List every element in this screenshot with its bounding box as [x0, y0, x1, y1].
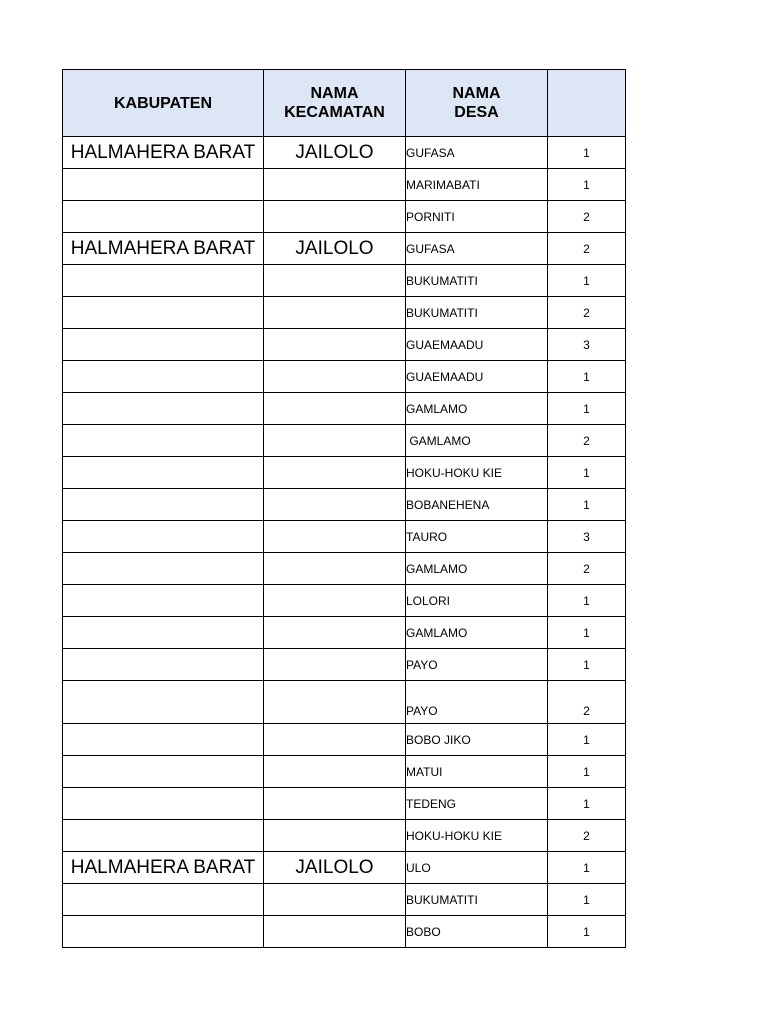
table-row [63, 756, 626, 788]
table-row [63, 884, 626, 916]
kecamatan-cell[interactable] [264, 916, 406, 948]
kabupaten-cell[interactable] [63, 617, 264, 649]
kabupaten-cell[interactable]: HALMAHERA BARAT [63, 137, 264, 169]
desa-cell[interactable]: MARIMABATI [406, 169, 548, 201]
header-kabupaten[interactable]: KABUPATEN [63, 70, 264, 137]
table-row [63, 169, 626, 201]
count-cell[interactable]: 2 [548, 233, 626, 265]
desa-cell[interactable]: MATUI [406, 756, 548, 788]
desa-cell[interactable]: LOLORI [406, 585, 548, 617]
desa-cell[interactable]: PORNITI [406, 201, 548, 233]
kecamatan-cell[interactable] [264, 820, 406, 852]
kabupaten-cell[interactable] [63, 169, 264, 201]
count-cell[interactable]: 1 [548, 137, 626, 169]
table-row [63, 137, 626, 169]
kabupaten-cell[interactable] [63, 756, 264, 788]
desa-cell[interactable]: BOBO [406, 916, 548, 948]
table-row [63, 297, 626, 329]
kecamatan-cell[interactable] [264, 169, 406, 201]
kabupaten-cell[interactable]: HALMAHERA BARAT [63, 233, 264, 265]
kabupaten-cell[interactable] [63, 585, 264, 617]
kabupaten-cell[interactable] [63, 361, 264, 393]
kecamatan-cell[interactable]: JAILOLO [264, 137, 406, 169]
count-cell[interactable]: 1 [548, 916, 626, 948]
desa-cell[interactable]: HOKU-HOKU KIE [406, 820, 548, 852]
count-cell[interactable]: 1 [548, 489, 626, 521]
kabupaten-cell[interactable] [63, 489, 264, 521]
desa-cell[interactable]: GUFASA [406, 233, 548, 265]
kecamatan-cell[interactable] [264, 649, 406, 681]
kabupaten-cell[interactable] [63, 297, 264, 329]
kecamatan-cell[interactable]: JAILOLO [264, 852, 406, 884]
table-row [63, 788, 626, 820]
kecamatan-cell[interactable] [264, 617, 406, 649]
desa-cell[interactable]: BUKUMATITI [406, 265, 548, 297]
header-count[interactable] [548, 70, 626, 137]
table-body [63, 137, 626, 948]
count-cell[interactable]: 1 [548, 788, 626, 820]
desa-cell[interactable]: GAMLAMO [406, 425, 548, 457]
kecamatan-cell[interactable] [264, 265, 406, 297]
count-cell[interactable]: 1 [548, 361, 626, 393]
count-cell[interactable]: 1 [548, 585, 626, 617]
header-desa[interactable]: NAMA DESA [406, 70, 548, 137]
desa-cell[interactable]: HOKU-HOKU KIE [406, 457, 548, 489]
count-cell[interactable]: 1 [548, 617, 626, 649]
count-cell[interactable]: 1 [548, 756, 626, 788]
kabupaten-cell[interactable] [63, 425, 264, 457]
table-row [63, 916, 626, 948]
kabupaten-cell[interactable] [63, 457, 264, 489]
table-row [63, 329, 626, 361]
kabupaten-cell[interactable] [63, 393, 264, 425]
table-row [63, 457, 626, 489]
table-row [63, 649, 626, 681]
desa-cell[interactable]: TEDENG [406, 788, 548, 820]
desa-cell[interactable]: PAYO [406, 681, 548, 724]
count-cell[interactable]: 2 [548, 425, 626, 457]
desa-cell[interactable]: BUKUMATITI [406, 884, 548, 916]
count-cell[interactable]: 2 [548, 820, 626, 852]
desa-cell[interactable]: BOBANEHENA [406, 489, 548, 521]
desa-cell[interactable]: ULO [406, 852, 548, 884]
kabupaten-cell[interactable] [63, 649, 264, 681]
kecamatan-cell[interactable] [264, 585, 406, 617]
kecamatan-cell[interactable] [264, 425, 406, 457]
header-kecamatan[interactable]: NAMA KECAMATAN [264, 70, 406, 137]
kecamatan-cell[interactable] [264, 297, 406, 329]
kecamatan-cell[interactable] [264, 553, 406, 585]
desa-cell[interactable]: BUKUMATITI [406, 297, 548, 329]
kabupaten-cell[interactable] [63, 201, 264, 233]
kecamatan-cell[interactable] [264, 393, 406, 425]
table-row [63, 585, 626, 617]
table-row [63, 393, 626, 425]
desa-cell[interactable]: GUAEMAADU [406, 329, 548, 361]
desa-cell[interactable]: GAMLAMO [406, 617, 548, 649]
kabupaten-cell[interactable] [63, 884, 264, 916]
table-row [63, 724, 626, 756]
kecamatan-cell[interactable] [264, 489, 406, 521]
count-cell[interactable]: 1 [548, 852, 626, 884]
count-cell[interactable]: 1 [548, 457, 626, 489]
kabupaten-cell[interactable] [63, 681, 264, 724]
count-cell[interactable]: 1 [548, 649, 626, 681]
kecamatan-cell[interactable] [264, 681, 406, 724]
count-cell[interactable]: 2 [548, 553, 626, 585]
count-cell[interactable]: 1 [548, 265, 626, 297]
kabupaten-cell[interactable] [63, 724, 264, 756]
count-cell[interactable]: 1 [548, 393, 626, 425]
table-row [63, 265, 626, 297]
kecamatan-cell[interactable] [264, 884, 406, 916]
kecamatan-cell[interactable]: JAILOLO [264, 233, 406, 265]
count-cell[interactable]: 3 [548, 521, 626, 553]
count-cell[interactable]: 2 [548, 681, 626, 724]
count-cell[interactable]: 2 [548, 297, 626, 329]
desa-cell[interactable]: BOBO JIKO [406, 724, 548, 756]
table-row [63, 201, 626, 233]
count-cell[interactable]: 3 [548, 329, 626, 361]
table-row [63, 425, 626, 457]
table-row [63, 521, 626, 553]
kabupaten-cell[interactable] [63, 265, 264, 297]
kabupaten-cell[interactable]: HALMAHERA BARAT [63, 852, 264, 884]
desa-cell[interactable]: GAMLAMO [406, 553, 548, 585]
kecamatan-cell[interactable] [264, 361, 406, 393]
kabupaten-cell[interactable] [63, 788, 264, 820]
kecamatan-cell[interactable] [264, 724, 406, 756]
desa-cell[interactable]: TAURO [406, 521, 548, 553]
kecamatan-cell[interactable] [264, 756, 406, 788]
table-row [63, 820, 626, 852]
table-row [63, 489, 626, 521]
count-cell[interactable]: 1 [548, 884, 626, 916]
kabupaten-cell[interactable] [63, 329, 264, 361]
desa-cell[interactable]: GUAEMAADU [406, 361, 548, 393]
kecamatan-cell[interactable] [264, 521, 406, 553]
desa-cell[interactable]: GAMLAMO [406, 393, 548, 425]
kecamatan-cell[interactable] [264, 201, 406, 233]
header-row [63, 70, 626, 137]
table-row [63, 233, 626, 265]
count-cell[interactable]: 2 [548, 201, 626, 233]
kabupaten-cell[interactable] [63, 916, 264, 948]
kabupaten-cell[interactable] [63, 553, 264, 585]
table-row [63, 681, 626, 724]
kabupaten-cell[interactable] [63, 521, 264, 553]
kecamatan-cell[interactable] [264, 788, 406, 820]
table-row [63, 852, 626, 884]
count-cell[interactable]: 1 [548, 724, 626, 756]
kecamatan-cell[interactable] [264, 329, 406, 361]
kabupaten-cell[interactable] [63, 820, 264, 852]
table-row [63, 553, 626, 585]
desa-cell[interactable]: PAYO [406, 649, 548, 681]
table-row [63, 361, 626, 393]
table-row [63, 617, 626, 649]
village-table [62, 69, 626, 948]
desa-cell[interactable]: GUFASA [406, 137, 548, 169]
count-cell[interactable]: 1 [548, 169, 626, 201]
kecamatan-cell[interactable] [264, 457, 406, 489]
